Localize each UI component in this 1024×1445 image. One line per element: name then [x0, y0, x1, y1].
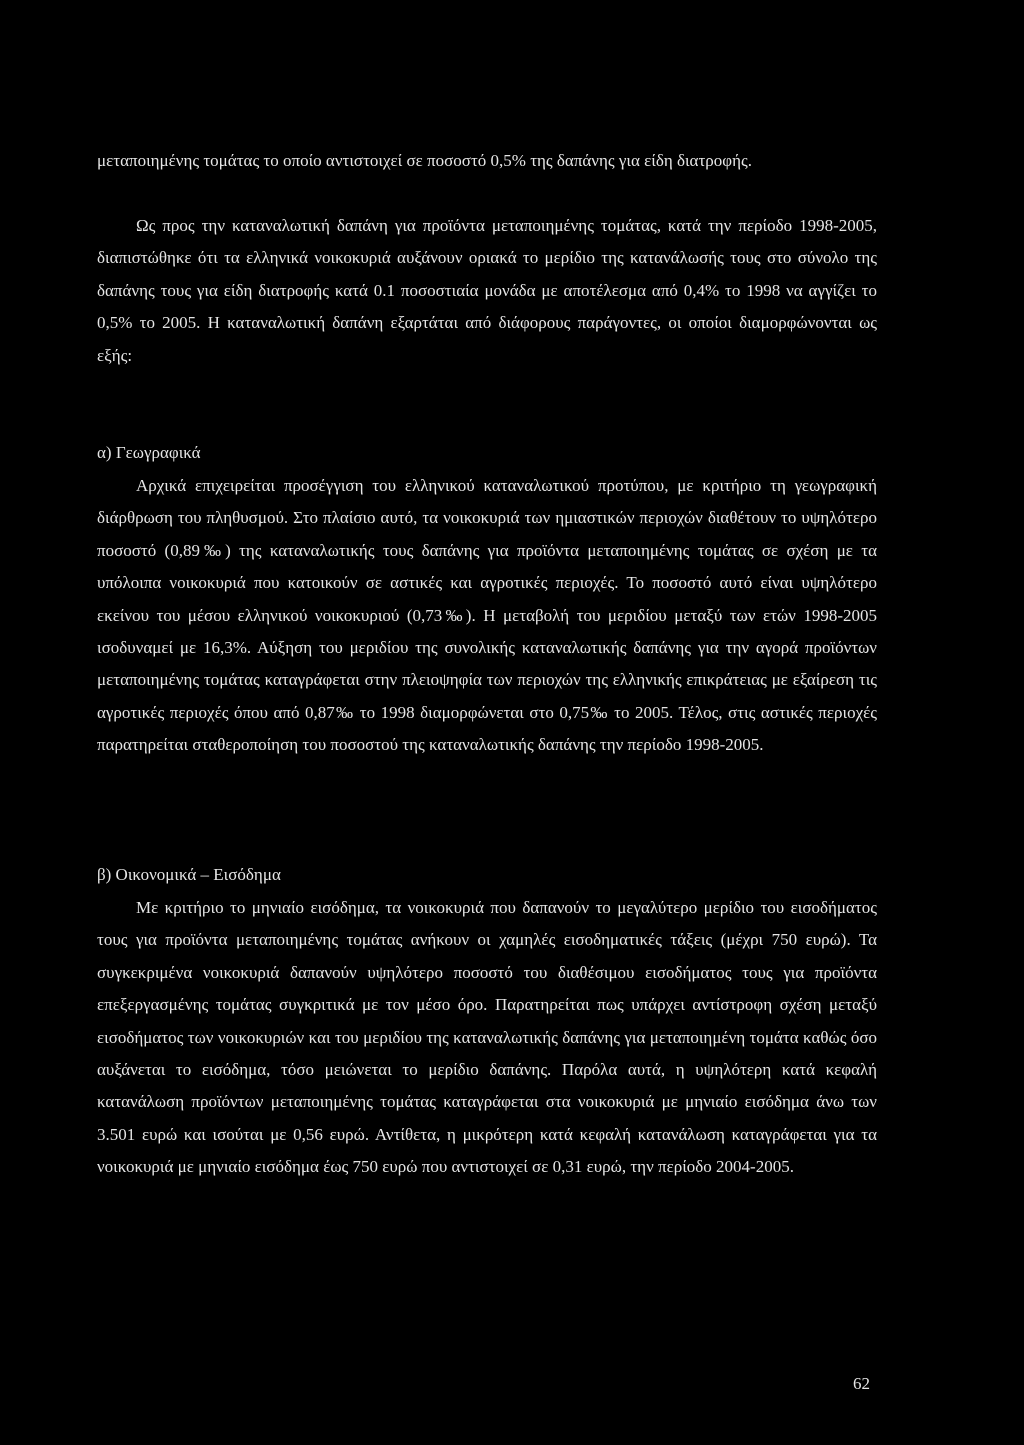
paragraph-consumer-spending: Ως προς την καταναλωτική δαπάνη για προϊόντα μεταποιημένης τομάτας, κατά την περίοδο 1998-2005, διαπιστώθηκε ότι τα ελληνικά νοικοκυριά αυξάνουν οριακά το μερίδιο της κατανάλωσής τους στο σύνολο της δαπάνης τους για είδη διατροφής κατά 0.1 ποσοστιαία μονάδα με αποτέλεσμα από 0,4% το 1998 να αγγίζει το 0,5% το 2005. Η καταναλωτική δαπάνη εξαρτάται από διάφορους παράγοντες, οι οποίοι διαμορφώνονται ως εξής:	[97, 216, 877, 365]
continuation-paragraph: μεταποιημένης τομάτας το οποίο αντιστοιχεί σε ποσοστό 0,5% της δαπάνης για είδη διατροφής.	[97, 151, 752, 170]
section-heading-geographic: α) Γεωγραφικά	[97, 443, 201, 462]
paragraph-geographic: Αρχικά επιχειρείται προσέγγιση του ελληνικού καταναλωτικού προτύπου, με κριτήριο τη γεωγραφική διάρθρωση του πληθυσμού. Στο πλαίσιο αυτό, τα νοικοκυριά των ημιαστικών περιοχών διαθέτουν το υψηλότερο ποσοστό (0,89‰) της καταναλωτικής τους δαπάνης για προϊόντα μεταποιημένης τομάτας σε σχέση με τα υπόλοιπα νοικοκυριά που κατοικούν σε αστικές και αγροτικές περιοχές. Το ποσοστό αυτό είναι υψηλότερο εκείνου του μέσου ελληνικού νοικοκυριού (0,73‰). Η μεταβολή του μεριδίου μεταξύ των ετών 1998-2005 ισοδυναμεί με 16,3%. Αύξηση του μεριδίου της συνολικής καταναλωτικής δαπάνης για την αγορά προϊόντων μεταποιημένης τομάτας καταγράφεται στην πλειοψηφία των περιοχών της ελληνικής επικράτειας με εξαίρεση τις αγροτικές περιοχές όπου από 0,87‰ το 1998 διαμορφώνεται στο 0,75‰ το 2005. Τέλος, στις αστικές περιοχές παρατηρείται σταθεροποίηση του ποσοστού της καταναλωτικής δαπάνης την περίοδο 1998-2005.	[97, 476, 877, 755]
page-number: 62	[853, 1374, 870, 1393]
paragraph-income: Με κριτήριο το μηνιαίο εισόδημα, τα νοικοκυριά που δαπανούν το μεγαλύτερο μερίδιο του εισοδήματος τους για προϊόντα μεταποιημένης τομάτας ανήκουν οι χαμηλές εισοδηματικές τάξεις (μέχρι 750 ευρώ). Τα συγκεκριμένα νοικοκυριά δαπανούν υψηλότερο ποσοστό του διαθέσιμου εισοδήματος τους για προϊόντα επεξεργασμένης τομάτας συγκριτικά με τον μέσο όρο. Παρατηρείται πως υπάρχει αντίστροφη σχέση μεταξύ εισοδήματος των νοικοκυριών και του μεριδίου της καταναλωτικής δαπάνης για μεταποιημένη τομάτα καθώς όσο αυξάνεται το εισόδημα, τόσο μειώνεται το μερίδιο δαπάνης. Παρόλα αυτά, η υψηλότερη κατά κεφαλή κατανάλωση προϊόντων μεταποιημένης τομάτας καταγράφεται στα νοικοκυριά με μηνιαίο εισόδημα άνω των 3.501 ευρώ και ισούται με 0,56 ευρώ. Αντίθετα, η μικρότερη κατά κεφαλή κατανάλωση καταγράφεται για τα νοικοκυριά με μηνιαίο εισόδημα έως 750 ευρώ που αντιστοιχεί σε 0,31 ευρώ, την περίοδο 2004-2005.	[97, 898, 877, 1177]
document-page	[97, 0, 877, 1445]
section-heading-income: β) Οικονομικά – Εισόδημα	[97, 865, 281, 884]
